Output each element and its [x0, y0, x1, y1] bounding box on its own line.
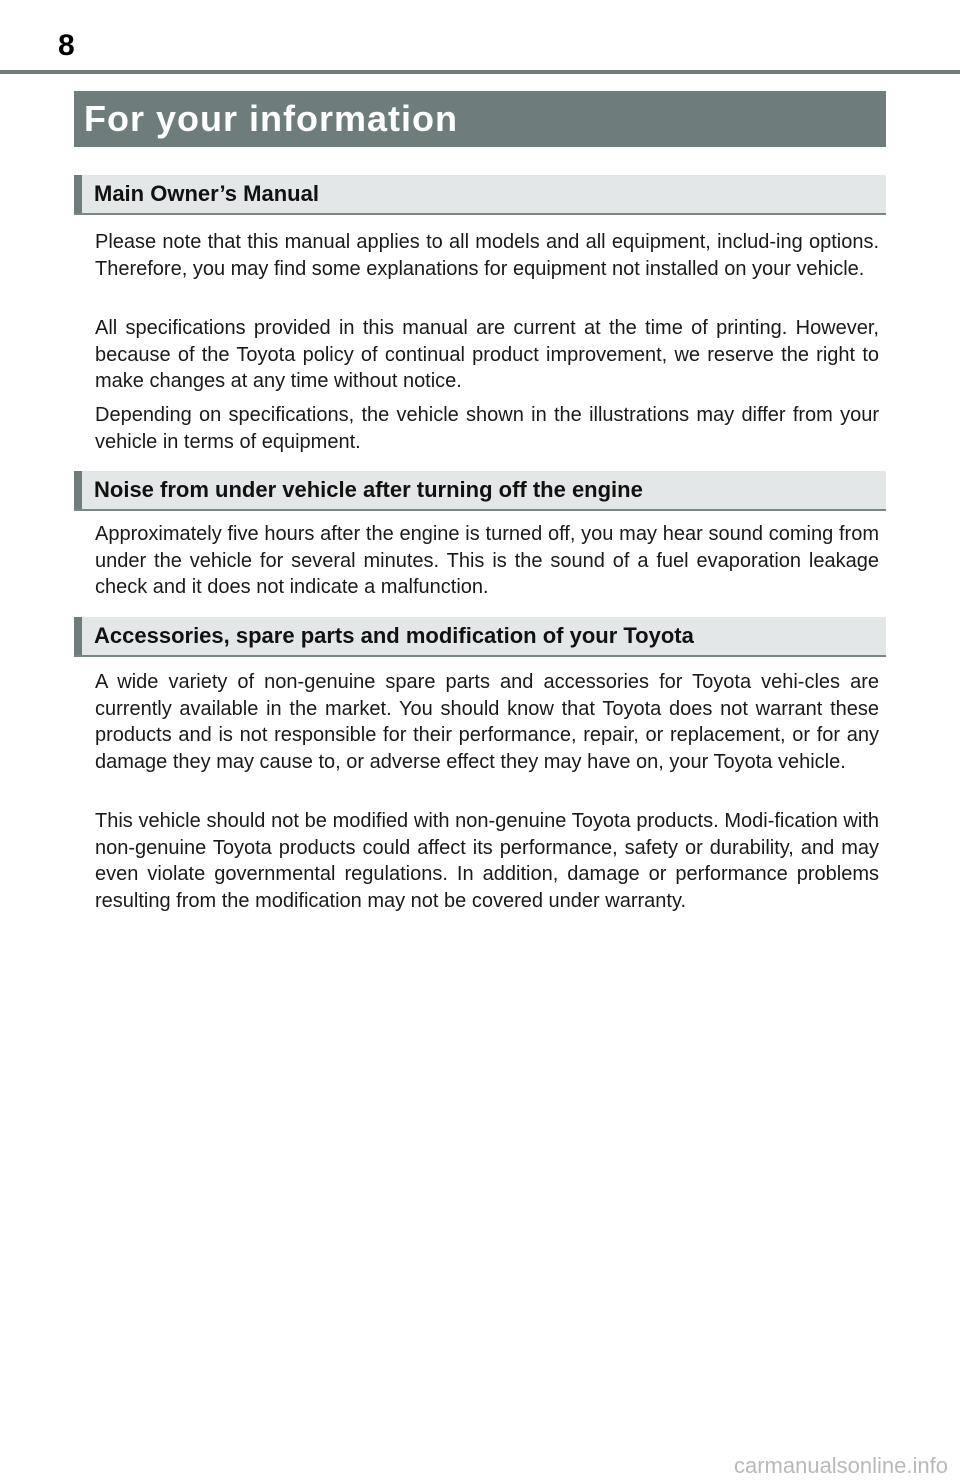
paragraph: This vehicle should not be modified with non-genuine Toyota products. Modi-fication with non-genuine Toyota products could affect its performance, safety or durability, and may even violate governmental regulations. In addition, damage or performance problems resulting from the modification may not be covered under warranty.	[95, 810, 879, 912]
section-heading-label: Accessories, spare parts and modification of your Toyota	[94, 623, 694, 648]
paragraph: Please note that this manual applies to all models and all equipment, includ-ing options. Therefore, you may find some explanations for equipment not installed on your vehicle.	[95, 231, 879, 280]
section-heading-main-owners-manual	[74, 175, 886, 215]
section-heading-noise	[74, 471, 886, 511]
paragraph: Approximately five hours after the engine is turned off, you may hear sound coming from under the vehicle for several minutes. This is the sound of a fuel evaporation leakage check and it does not indicate a malfunction.	[95, 523, 879, 598]
section-heading-bar	[74, 617, 82, 655]
paragraph: Depending on specifications, the vehicle shown in the illustrations may differ from your vehicle in terms of equipment.	[95, 404, 879, 453]
page-title: For your information	[84, 98, 458, 139]
section-heading-bar	[74, 471, 82, 509]
section-heading-accessories	[74, 617, 886, 657]
paragraph: A wide variety of non-genuine spare parts and accessories for Toyota vehi-cles are currently available in the market. You should know that Toyota does not warrant these products and is not responsible for their performance, repair, or replacement, or for any damage they may cause to, or adverse effect they may have on, your Toyota vehicle.	[95, 671, 879, 773]
watermark-text: carmanualsonline.info	[733, 1453, 948, 1478]
page-number: 8	[58, 29, 75, 62]
title-banner	[74, 91, 886, 147]
section-heading-label: Noise from under vehicle after turning off the engine	[94, 477, 643, 502]
section-heading-label: Main Owner’s Manual	[94, 181, 319, 206]
section-heading-bar	[74, 175, 82, 213]
header-rule	[0, 70, 960, 74]
paragraph: All specifications provided in this manual are current at the time of printing. However, because of the Toyota policy of continual product improvement, we reserve the right to make changes at any time without notice.	[95, 317, 879, 392]
